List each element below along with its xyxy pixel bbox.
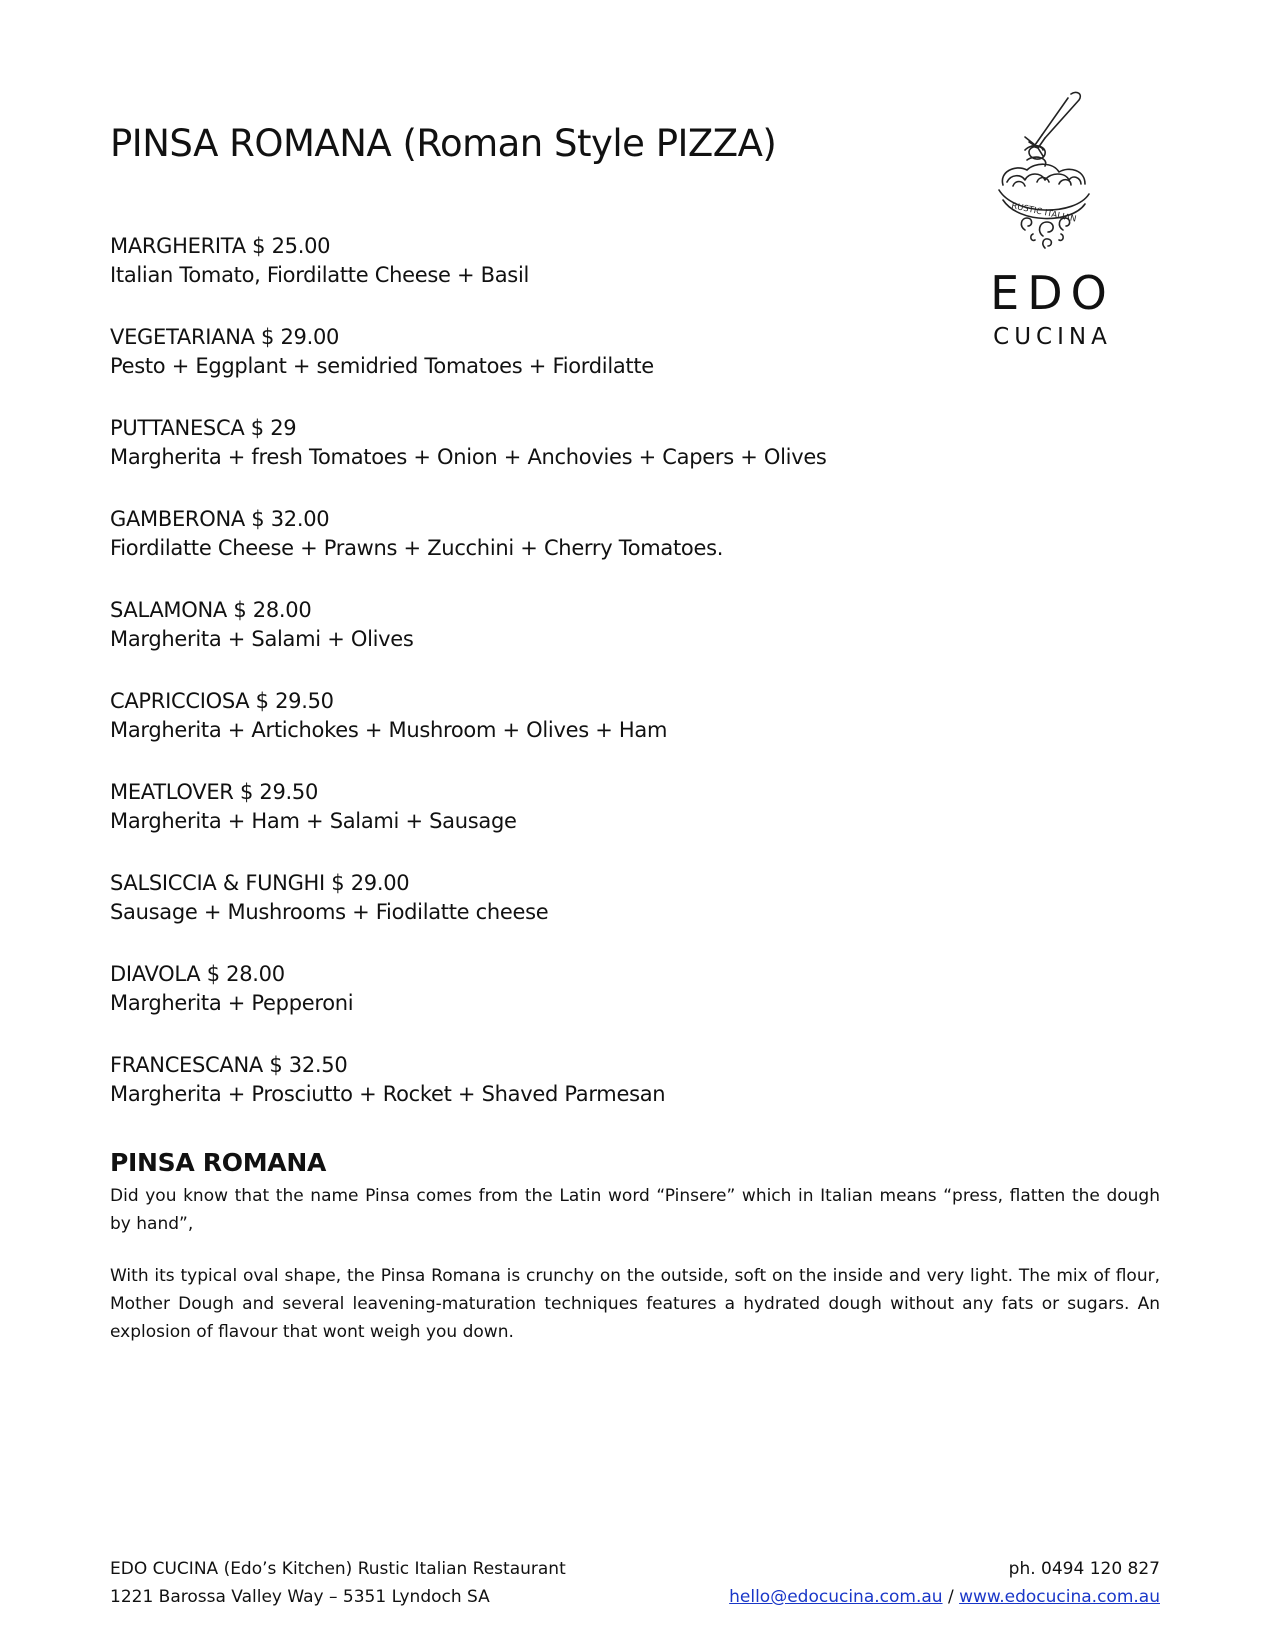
menu-item-salsiccia-funghi — [110, 869, 930, 927]
about-pinsa-section — [110, 1148, 1160, 1370]
menu-item-heading: FRANCESCANA $ 32.50 — [110, 1053, 348, 1077]
edo-cucina-logo — [985, 90, 1120, 365]
menu-item-puttanesca — [110, 414, 930, 472]
menu-item-description: Margherita + Ham + Salami + Sausage — [110, 809, 517, 833]
menu-item-heading: GAMBERONA $ 32.00 — [110, 507, 330, 531]
menu-item-heading: SALAMONA $ 28.00 — [110, 598, 312, 622]
menu-item-salamona — [110, 596, 930, 654]
menu-item-heading: CAPRICCIOSA $ 29.50 — [110, 689, 334, 713]
footer-phone: ph. 0494 120 827 — [1008, 1559, 1160, 1579]
menu-item-heading: SALSICCIA & FUNGHI $ 29.00 — [110, 871, 410, 895]
logo-badge-text: RUSTIC ITALIAN — [1010, 201, 1078, 225]
about-paragraph-1: Did you know that the name Pinsa comes from the Latin word “Pinsere” which in Italian means “press, flatten the dough by hand”, — [110, 1186, 1160, 1234]
menu-item-vegetariana — [110, 323, 930, 381]
menu-item-description: Fiordilatte Cheese + Prawns + Zucchini + Cherry Tomatoes. — [110, 536, 724, 560]
menu-item-description: Margherita + Pepperoni — [110, 991, 354, 1015]
about-heading: PINSA ROMANA — [110, 1148, 327, 1177]
menu-item-description: Pesto + Eggplant + semidried Tomatoes + Fiordilatte — [110, 354, 654, 378]
email-link[interactable]: hello@edocucina.com.au — [729, 1587, 943, 1607]
page-title: PINSA ROMANA (Roman Style PIZZA) — [110, 122, 777, 165]
logo-subname: CUCINA — [993, 324, 1112, 350]
menu-item-margherita — [110, 232, 930, 290]
menu-item-heading: MEATLOVER $ 29.50 — [110, 780, 319, 804]
menu-item-heading: PUTTANESCA $ 29 — [110, 416, 297, 440]
logo-name: EDO — [990, 266, 1115, 320]
fork-pasta-icon — [985, 90, 1120, 270]
footer-address-block — [110, 1555, 566, 1611]
menu-item-francescana — [110, 1051, 930, 1109]
menu-item-description: Italian Tomato, Fiordilatte Cheese + Basil — [110, 263, 530, 287]
menu-item-meatlover — [110, 778, 930, 836]
menu-item-description: Margherita + Prosciutto + Rocket + Shaved Parmesan — [110, 1082, 666, 1106]
menu-item-diavola — [110, 960, 930, 1018]
menu-item-description: Margherita + Salami + Olives — [110, 627, 414, 651]
website-link[interactable]: www.edocucina.com.au — [959, 1587, 1160, 1607]
footer-links — [729, 1583, 1160, 1611]
menu-item-description: Margherita + Artichokes + Mushroom + Olives + Ham — [110, 718, 668, 742]
footer-contact-block — [729, 1555, 1160, 1611]
footer-address: 1221 Barossa Valley Way – 5351 Lyndoch SA — [110, 1587, 490, 1607]
footer-restaurant-name: EDO CUCINA (Edo’s Kitchen) Rustic Italian Restaurant — [110, 1559, 566, 1579]
footer-link-separator: / — [942, 1587, 960, 1607]
menu-item-description: Margherita + fresh Tomatoes + Onion + Anchovies + Capers + Olives — [110, 445, 827, 469]
menu-item-description: Sausage + Mushrooms + Fiodilatte cheese — [110, 900, 549, 924]
menu-item-heading: MARGHERITA $ 25.00 — [110, 234, 331, 258]
menu-item-capricciosa — [110, 687, 930, 745]
about-paragraph-2: With its typical oval shape, the Pinsa Romana is crunchy on the outside, soft on the inside and very light. The mix of flour, Mother Dough and several leavening-maturation techniques features a hydrated dough without any fats or sugars. An explosion of flavour that wont weigh you down. — [110, 1266, 1160, 1342]
menu-item-heading: VEGETARIANA $ 29.00 — [110, 325, 340, 349]
menu-item-gamberona — [110, 505, 930, 563]
menu-item-heading: DIAVOLA $ 28.00 — [110, 962, 285, 986]
pizza-menu-list — [110, 232, 930, 1142]
